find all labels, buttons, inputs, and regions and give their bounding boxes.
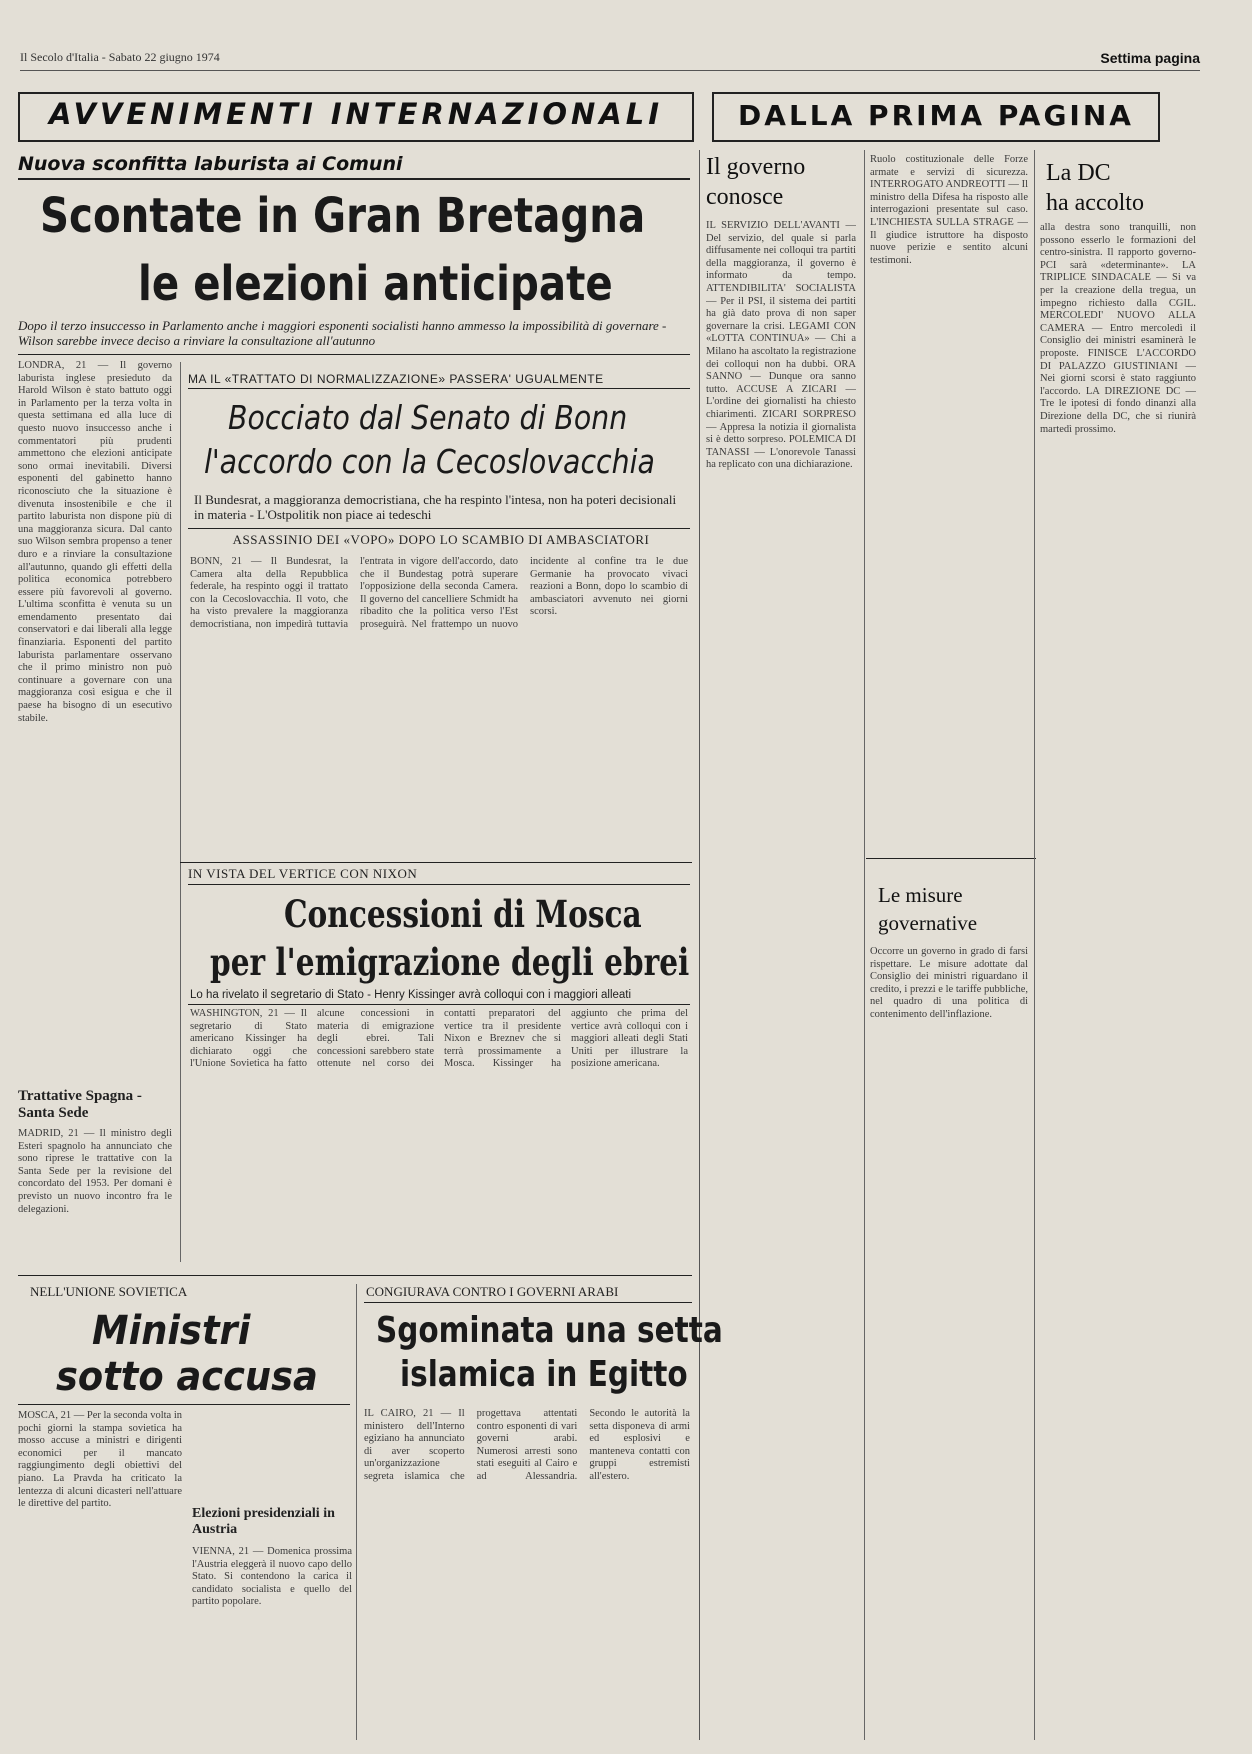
uk-col-divider bbox=[180, 362, 181, 1262]
mosca-headline-2: per l'emigrazione degli ebrei bbox=[210, 940, 690, 984]
egitto-divider bbox=[356, 1284, 357, 1740]
austria-title: Elezioni presidenziali in Austria bbox=[192, 1506, 335, 1537]
egitto-body: IL CAIRO, 21 — Il ministero dell'Interno egiziano ha annunciato di aver scoperto un'organizzazione segreta islamica che progettava attentati contro esponenti di vari governi arabi. Numerosi arresti sono stati eseguiti al Cairo e ad Alessandria. Secondo le autorità la setta disponeva di armi ed esplosivi e manteneva contatti con gruppi estremisti all'estero. bbox=[364, 1408, 690, 1482]
urss-headline-2: sotto accusa bbox=[56, 1354, 318, 1400]
bonn-headline-1: Bocciato dal Senato di Bonn bbox=[228, 398, 628, 437]
mosca-subhead: Lo ha rivelato il segretario di Stato - Henry Kissinger avrà colloqui con i maggiori alleati bbox=[190, 989, 632, 1001]
trattative-title: Trattative Spagna - Santa Sede bbox=[18, 1088, 142, 1121]
urss-headline-1: Ministri bbox=[92, 1308, 251, 1354]
right-col-divider-1 bbox=[864, 150, 865, 1740]
bonn-subhead: Il Bundesrat, a maggioranza democristiana, che ha respinto l'intesa, non ha poteri decisionali in materia - L'Ostpolitik non piace ai tedeschi bbox=[194, 492, 677, 522]
mosca-headline-1: Concessioni di Mosca bbox=[284, 892, 642, 936]
middle-col-body: Ruolo costituzionale delle Forze armate e servizi di sicurezza. INTERROGATO ANDREOTTI — Il ministro della Difesa ha risposto alle interrogazioni presentate sul caso. L'INCHIESTA SULLA STRAGE — Il giudice istruttore ha disposto nuove perizie e sentito alcuni testimoni. bbox=[870, 154, 1028, 266]
austria-body: VIENNA, 21 — Domenica prossima l'Austria eleggerà il nuovo capo dello Stato. Si contendono la carica il candidato socialista e quello del partito popolare. bbox=[192, 1546, 352, 1608]
egitto-kicker-rule bbox=[364, 1302, 692, 1303]
lower-row-rule bbox=[18, 1275, 692, 1276]
uk-subhead: Dopo il terzo insuccesso in Parlamento anche i maggiori esponenti socialisti hanno ammesso la impossibilità di governare - Wilson sarebbe invece deciso a rinviare la consultazione all'autunno bbox=[18, 318, 667, 348]
egitto-headline-2: islamica in Egitto bbox=[400, 1354, 688, 1395]
governo-body: IL SERVIZIO DELL'AVANTI — Del servizio, del quale si parla diffusamente nei colloqui tra partiti della maggioranza, il governo è informato da tempo. ATTENDIBILITA' SOCIALISTA — Per il PSI, il sistema dei partiti ha già dato prova di non saper governare la crisi. LEGAMI CON «LOTTA CONTINUA» — Chi a Milano ha ascoltato la registrazione dei colloqui non ha dubbi. ORA SANNO — Dunque ora sanno tutto. ACCUSE A ZICARI — L'ordine dei giornalisti ha chiesto chiarimenti. ZICARI SORPRESO — Appresa la notizia il giornalista si è detto sorpreso. POLEMICA DI TANASSI — L'onorevole Tanassi ha replicato con una dichiarazione. bbox=[706, 220, 856, 471]
right-banner: DALLA PRIMA PAGINA bbox=[738, 99, 1134, 132]
egitto-kicker: CONGIURAVA CONTRO I GOVERNI ARABI bbox=[366, 1284, 619, 1299]
governo-headline-2: conosce bbox=[706, 184, 784, 210]
trattative-body: MADRID, 21 — Il ministro degli Esteri spagnolo ha annunciato che sono riprese le trattative con la Santa Sede per la revisione del concordato del 1953. Per domani è previsto un nuovo incontro fra le delegazioni. bbox=[18, 1128, 172, 1215]
misure-body: Occorre un governo in grado di farsi rispettare. Le misure adottate dal Consiglio dei ministri riguardano il credito, i prezzi e le tariffe pubbliche, nel quadro di una politica di contenimento dell'inflazione. bbox=[870, 946, 1028, 1020]
masthead-left: Il Secolo d'Italia - Sabato 22 giugno 1974 bbox=[20, 50, 220, 64]
egitto-headline-1: Sgominata una setta bbox=[376, 1310, 723, 1351]
bonn-bottom-rule bbox=[180, 862, 692, 863]
misure-headline-2: governative bbox=[878, 911, 978, 935]
bonn-kicker-rule bbox=[188, 388, 690, 389]
bonn-headline-2: l'accordo con la Cecoslovacchia bbox=[204, 442, 655, 481]
dc-headline-2: ha accolto bbox=[1046, 190, 1144, 216]
urss-kicker: NELL'UNIONE SOVIETICA bbox=[30, 1284, 188, 1299]
masthead-right: Settima pagina bbox=[1100, 50, 1200, 66]
governo-headline-1: Il governo bbox=[706, 154, 806, 180]
misure-headline-1: Le misure bbox=[878, 883, 963, 907]
urss-body: MOSCA, 21 — Per la seconda volta in pochi giorni la stampa sovietica ha mosso accuse a ministri e dirigenti economici per il mancato raggiungimento degli obiettivi del piano. La Pravda ha criticato la lentezza di alcuni dicasteri nell'attuare le direttive del partito. bbox=[18, 1410, 182, 1510]
mosca-body: WASHINGTON, 21 — Il segretario di Stato americano Kissinger ha dichiarato oggi che l'Unione Sovietica ha fatto alcune concessioni in materia di emigrazione degli ebrei. Tali concessioni sarebbero state ottenute nel corso dei contatti preparatori del vertice tra il presidente Nixon e Breznev che si terrà prossimamente a Mosca. Kissinger ha aggiunto che prima del vertice avrà colloqui con i maggiori alleati degli Stati Uniti per illustrare la posizione americana. bbox=[190, 1008, 688, 1070]
left-banner: AVVENIMENTI INTERNAZIONALI bbox=[49, 97, 663, 131]
uk-sub-rule bbox=[18, 354, 690, 355]
mosca-kicker: IN VISTA DEL VERTICE CON NIXON bbox=[188, 866, 418, 881]
masthead-rule bbox=[20, 70, 1200, 71]
mosca-sub-rule bbox=[188, 1004, 690, 1005]
uk-body: LONDRA, 21 — Il governo laburista inglese presieduto da Harold Wilson è stato battuto oggi in Parlamento per la terza volta in questa settimana ed alla luce di questo nuovo insuccesso anche i commentatori più prudenti ammettono che elezioni anticipate sono ormai inevitabili. Diversi esponenti del gabinetto hanno riconosciuto che la situazione è divenuta insostenibile e che il partito laburista non dispone più di una maggioranza sicura. Dal canto suo Wilson sembra propenso a tener duro e a rinviare la consultazione all'autunno, quando gli effetti della politica economica potrebbero essere più favorevoli al governo. L'ultima sconfitta è venuta su un emendamento presentato dai conservatori e dai liberali alla legge finanziaria. Esponenti del partito laburista parlamentare osservano che il primo ministro non può continuare a governare con una maggioranza così esigua e che il paese ha bisogno di un esecutivo stabile. bbox=[18, 360, 172, 724]
bonn-body: BONN, 21 — Il Bundesrat, la Camera alta della Repubblica federale, ha respinto oggi il trattato con la Cecoslovacchia. Il voto, che ha visto prevalere la maggioranza democristiana, non impedirà tuttavia l'entrata in vigore dell'accordo, dato che il Bundestag potrà superare l'opposizione della seconda Camera. Il governo del cancelliere Schmidt ha ribadito che la politica verso l'Est proseguirà. Nel frattempo un nuovo incidente al confine tra le due Germanie ha provocato vivaci reazioni a Bonn, dopo lo scambio di ambasciatori avvenuto nei giorni scorsi. bbox=[190, 556, 688, 630]
center-divider bbox=[699, 150, 700, 1740]
bonn-strap: ASSASSINIO DEI «VOPO» DOPO LO SCAMBIO DI AMBASCIATORI bbox=[232, 532, 650, 547]
right-col-divider-2 bbox=[1034, 150, 1035, 1740]
mosca-kicker-rule bbox=[188, 884, 690, 885]
dc-headline-1: La DC bbox=[1046, 160, 1111, 186]
misure-top-rule bbox=[866, 858, 1036, 859]
bonn-sub-rule bbox=[188, 528, 690, 529]
dc-body: alla destra sono tranquilli, non possono esserlo le formazioni del centro-sinistra. Il rapporto governo-PCI sarà «determinante». LA TRIPLICE SINDACALE — Si va per la creazione della tregua, un impegno richiesto dalla CGIL. MERCOLEDI' NUOVO ALLA CAMERA — Entro mercoledì il Consiglio dei ministri esaminerà le proposte. FINISCE L'ACCORDO DI PALAZZO GIUSTINIANI — Nei giorni scorsi è stato raggiunto l'accordo. LA DIREZIONE DC — Tre le ipotesi di fondo dinanzi alla Direzione della DC, che si riunirà martedì prossimo. bbox=[1040, 222, 1196, 435]
urss-rule bbox=[18, 1404, 350, 1405]
bonn-kicker: MA IL «TRATTATO DI NORMALIZZAZIONE» PASSERA' UGUALMENTE bbox=[188, 372, 604, 386]
uk-headline-2: le elezioni anticipate bbox=[138, 256, 613, 312]
uk-headline-1: Scontate in Gran Bretagna bbox=[40, 188, 646, 244]
uk-kicker: Nuova sconfitta laburista ai Comuni bbox=[18, 153, 403, 175]
uk-kicker-rule bbox=[18, 178, 690, 180]
